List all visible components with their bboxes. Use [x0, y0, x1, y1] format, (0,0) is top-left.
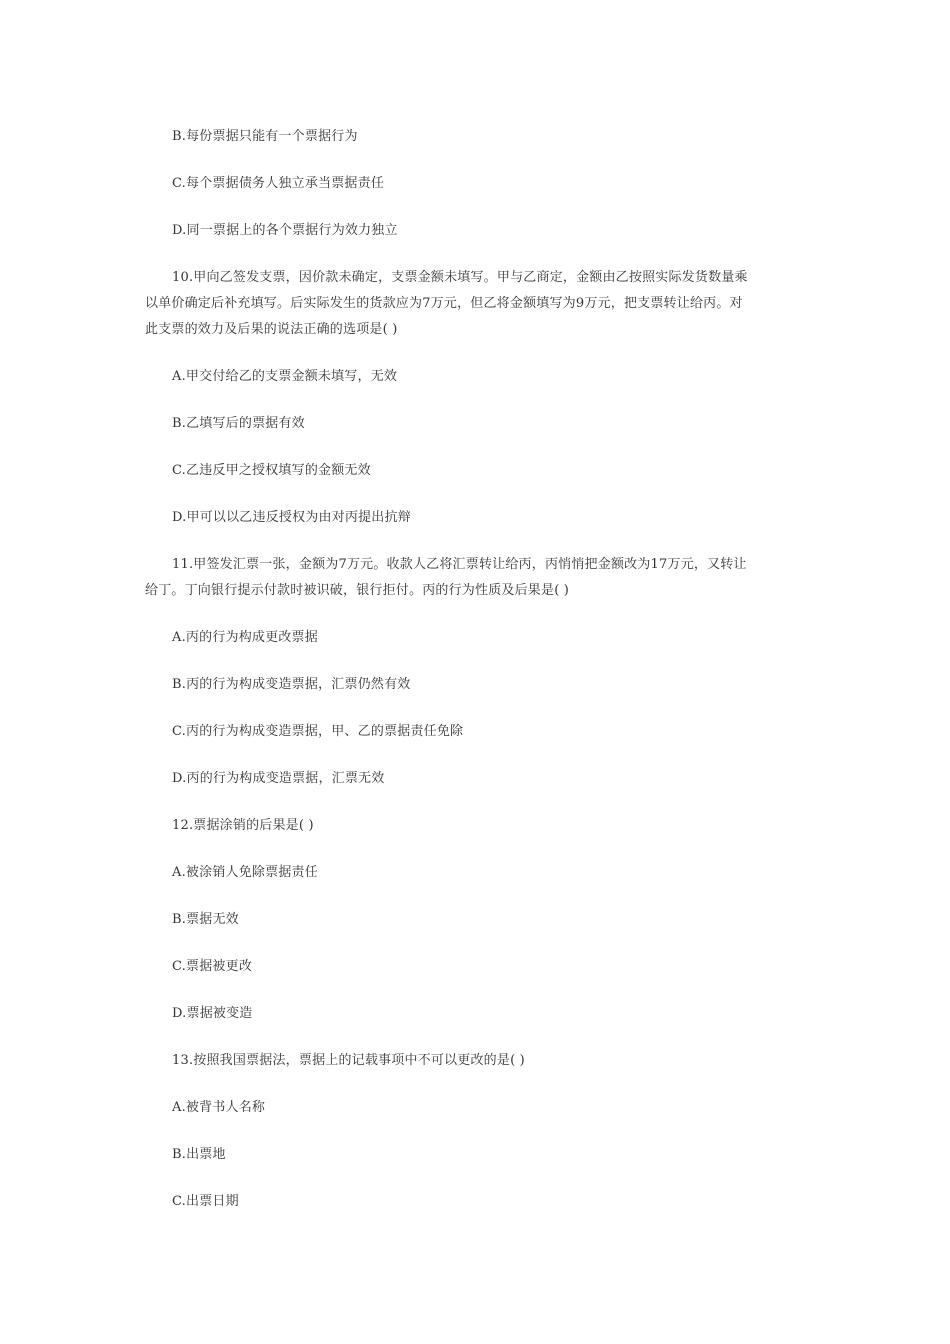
question-10-line-2: 以单价确定后补充填写。后实际发生的货款应为7万元，但乙将金额填写为9万元，把支票转让给丙。对 — [145, 296, 743, 311]
question-12-option-c: C.票据被更改 — [172, 959, 253, 974]
question-13-option-a: A.被背书人名称 — [172, 1100, 266, 1115]
question-11-option-b: B.丙的行为构成变造票据，汇票仍然有效 — [172, 677, 411, 692]
option-b: B.每份票据只能有一个票据行为 — [172, 129, 358, 144]
question-12-option-b: B.票据无效 — [172, 912, 239, 927]
question-10-line-3: 此支票的效力及后果的说法正确的选项是( ) — [145, 322, 398, 337]
question-10-option-c: C.乙违反甲之授权填写的金额无效 — [172, 463, 371, 478]
question-11-option-a: A.丙的行为构成更改票据 — [172, 630, 318, 645]
question-13-option-c: C.出票日期 — [172, 1194, 239, 1209]
question-12-option-a: A.被涂销人免除票据责任 — [172, 865, 318, 880]
question-11-option-c: C.丙的行为构成变造票据，甲、乙的票据责任免除 — [172, 724, 464, 739]
question-12-line-1: 12.票据涂销的后果是( ) — [172, 818, 314, 833]
question-10-option-b: B.乙填写后的票据有效 — [172, 416, 305, 431]
question-11-line-1: 11.甲签发汇票一张，金额为7万元。收款人乙将汇票转让给丙，丙悄悄把金额改为17万元，又转让 — [172, 557, 747, 572]
question-11-line-2: 给丁。丁向银行提示付款时被识破，银行拒付。丙的行为性质及后果是( ) — [145, 583, 570, 598]
option-d: D.同一票据上的各个票据行为效力独立 — [172, 223, 398, 238]
question-10-option-a: A.甲交付给乙的支票金额未填写，无效 — [172, 369, 398, 384]
question-13-option-b: B.出票地 — [172, 1147, 226, 1162]
question-12-option-d: D.票据被变造 — [172, 1006, 253, 1021]
question-11-option-d: D.丙的行为构成变造票据，汇票无效 — [172, 771, 385, 786]
option-c: C.每个票据债务人独立承当票据责任 — [172, 176, 385, 191]
question-10-option-d: D.甲可以以乙违反授权为由对丙提出抗辩 — [172, 510, 411, 525]
question-13-line-1: 13.按照我国票据法，票据上的记载事项中不可以更改的是( ) — [172, 1053, 525, 1068]
question-10-line-1: 10.甲向乙签发支票，因价款未确定，支票金额未填写。甲与乙商定，金额由乙按照实际发货数量乘 — [172, 270, 748, 285]
